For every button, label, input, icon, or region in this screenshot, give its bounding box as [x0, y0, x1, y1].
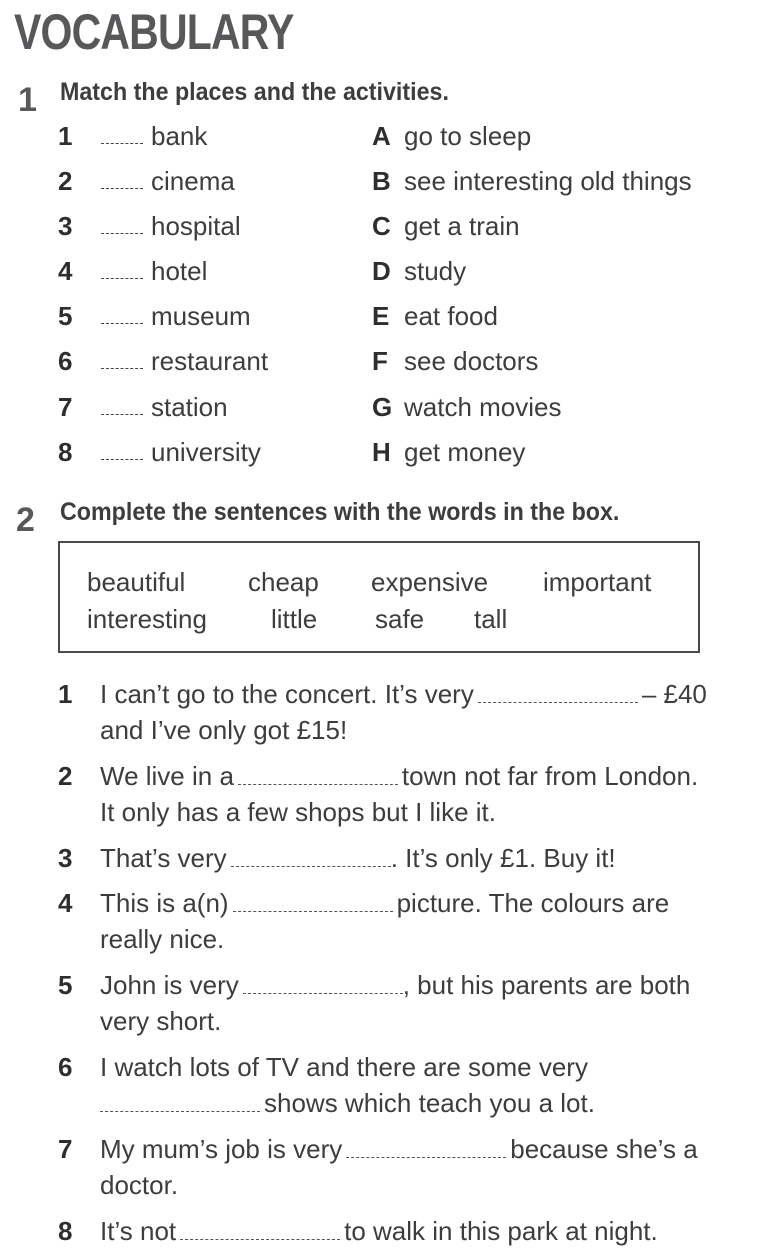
place-label: restaurant [151, 346, 269, 376]
item-number: 4 [58, 888, 73, 918]
match-row [58, 116, 758, 156]
answer-gap[interactable] [101, 414, 143, 415]
word-box-word: important [543, 567, 652, 597]
place-label: university [151, 437, 261, 467]
activity-letter: E [372, 301, 390, 331]
answer-gap[interactable] [101, 323, 143, 324]
sentence-text: and I’ve only got £15! [100, 715, 348, 745]
word-box-word: little [271, 604, 318, 634]
sentence-text: very short. [100, 1006, 222, 1036]
word-box-word: expensive [371, 567, 489, 597]
activity-letter: F [372, 346, 388, 376]
item-number: 7 [58, 1134, 73, 1164]
activity-label: get money [404, 437, 526, 467]
answer-gap[interactable] [101, 368, 143, 369]
activity-label: get a train [404, 211, 520, 241]
sentence-text: doctor. [100, 1170, 179, 1200]
sentence-text: to walk in this park at night. [344, 1216, 658, 1246]
answer-gap[interactable] [101, 459, 143, 460]
exercise-2-number: 2 [16, 501, 35, 539]
item-number: 8 [58, 1216, 73, 1246]
exercise-1-number: 1 [18, 81, 37, 119]
answer-gap[interactable] [101, 143, 143, 144]
match-row [58, 251, 758, 291]
word-box-word: beautiful [87, 567, 186, 597]
match-row [58, 296, 758, 336]
activity-label: eat food [404, 301, 498, 331]
match-row [58, 387, 758, 427]
item-number: 3 [58, 211, 73, 241]
place-label: cinema [151, 166, 235, 196]
item-number: 2 [58, 166, 73, 196]
item-number: 8 [58, 437, 73, 467]
word-box-word: tall [474, 604, 508, 634]
sentence-text: because she’s a [510, 1134, 698, 1164]
answer-gap[interactable] [101, 278, 143, 279]
sentence-text: John is very [100, 970, 239, 1000]
match-row [58, 161, 758, 201]
item-number: 6 [58, 346, 73, 376]
item-number: 1 [58, 679, 73, 709]
item-number: 3 [58, 843, 73, 873]
answer-gap[interactable] [101, 188, 143, 189]
word-box-word: safe [375, 604, 425, 634]
activity-label: see doctors [404, 346, 539, 376]
sentence-text: I can’t go to the concert. It’s very [100, 679, 474, 709]
place-label: bank [151, 121, 208, 151]
answer-blank[interactable] [100, 1110, 260, 1112]
activity-label: watch movies [404, 392, 562, 422]
place-label: station [151, 392, 228, 422]
place-label: hospital [151, 211, 241, 241]
exercise-1-instruction: Match the places and the activities. [60, 78, 449, 106]
item-number: 4 [58, 256, 73, 286]
sentence-text: It’s not [100, 1216, 177, 1246]
sentence-text: – £40 [641, 679, 707, 709]
activity-label: go to sleep [404, 121, 532, 151]
sentence-text: , but his parents are both [402, 970, 691, 1000]
item-number: 1 [58, 121, 73, 151]
sentence-text: That’s very [100, 843, 227, 873]
answer-gap[interactable] [101, 233, 143, 234]
sentence-text: shows which teach you a lot. [264, 1088, 595, 1118]
answer-blank[interactable] [238, 783, 398, 785]
word-box [58, 541, 700, 653]
item-number: 2 [58, 761, 73, 791]
activity-letter: A [372, 121, 391, 151]
answer-blank[interactable] [180, 1238, 340, 1240]
sentence-text: We live in a [100, 761, 234, 791]
activity-letter: G [372, 392, 393, 422]
sentence-text: picture. The colours are [396, 888, 670, 918]
activity-label: study [404, 256, 467, 286]
answer-blank[interactable] [243, 992, 403, 994]
place-label: hotel [151, 256, 208, 286]
item-number: 5 [58, 301, 73, 331]
item-number: 6 [58, 1052, 73, 1082]
answer-blank[interactable] [231, 865, 391, 867]
sentence-text: town not far from London. [401, 761, 699, 791]
sentence-text: This is a(n) [100, 888, 229, 918]
word-box-word: cheap [248, 567, 319, 597]
sentence-text: . It’s only £1. Buy it! [390, 843, 616, 873]
item-number: 7 [58, 392, 73, 422]
exercise-2-instruction: Complete the sentences with the words in the box. [60, 498, 620, 526]
answer-blank[interactable] [346, 1156, 506, 1158]
activity-letter: D [372, 256, 391, 286]
activity-letter: B [372, 166, 391, 196]
sentence-text: It only has a few shops but I like it. [100, 797, 496, 827]
activity-label: see interesting old things [404, 166, 692, 196]
item-number: 5 [58, 970, 73, 1000]
sentence-text: I watch lots of TV and there are some very [100, 1052, 588, 1082]
match-row [58, 341, 758, 381]
page-title: VOCABULARY [14, 4, 294, 60]
sentence-text: My mum’s job is very [100, 1134, 343, 1164]
activity-letter: H [372, 437, 391, 467]
place-label: museum [151, 301, 251, 331]
word-box-word: interesting [87, 604, 207, 634]
match-row [58, 432, 758, 472]
sentence-text: really nice. [100, 924, 225, 954]
answer-blank[interactable] [478, 701, 638, 703]
activity-letter: C [372, 211, 391, 241]
answer-blank[interactable] [233, 910, 393, 912]
match-row [58, 206, 758, 246]
